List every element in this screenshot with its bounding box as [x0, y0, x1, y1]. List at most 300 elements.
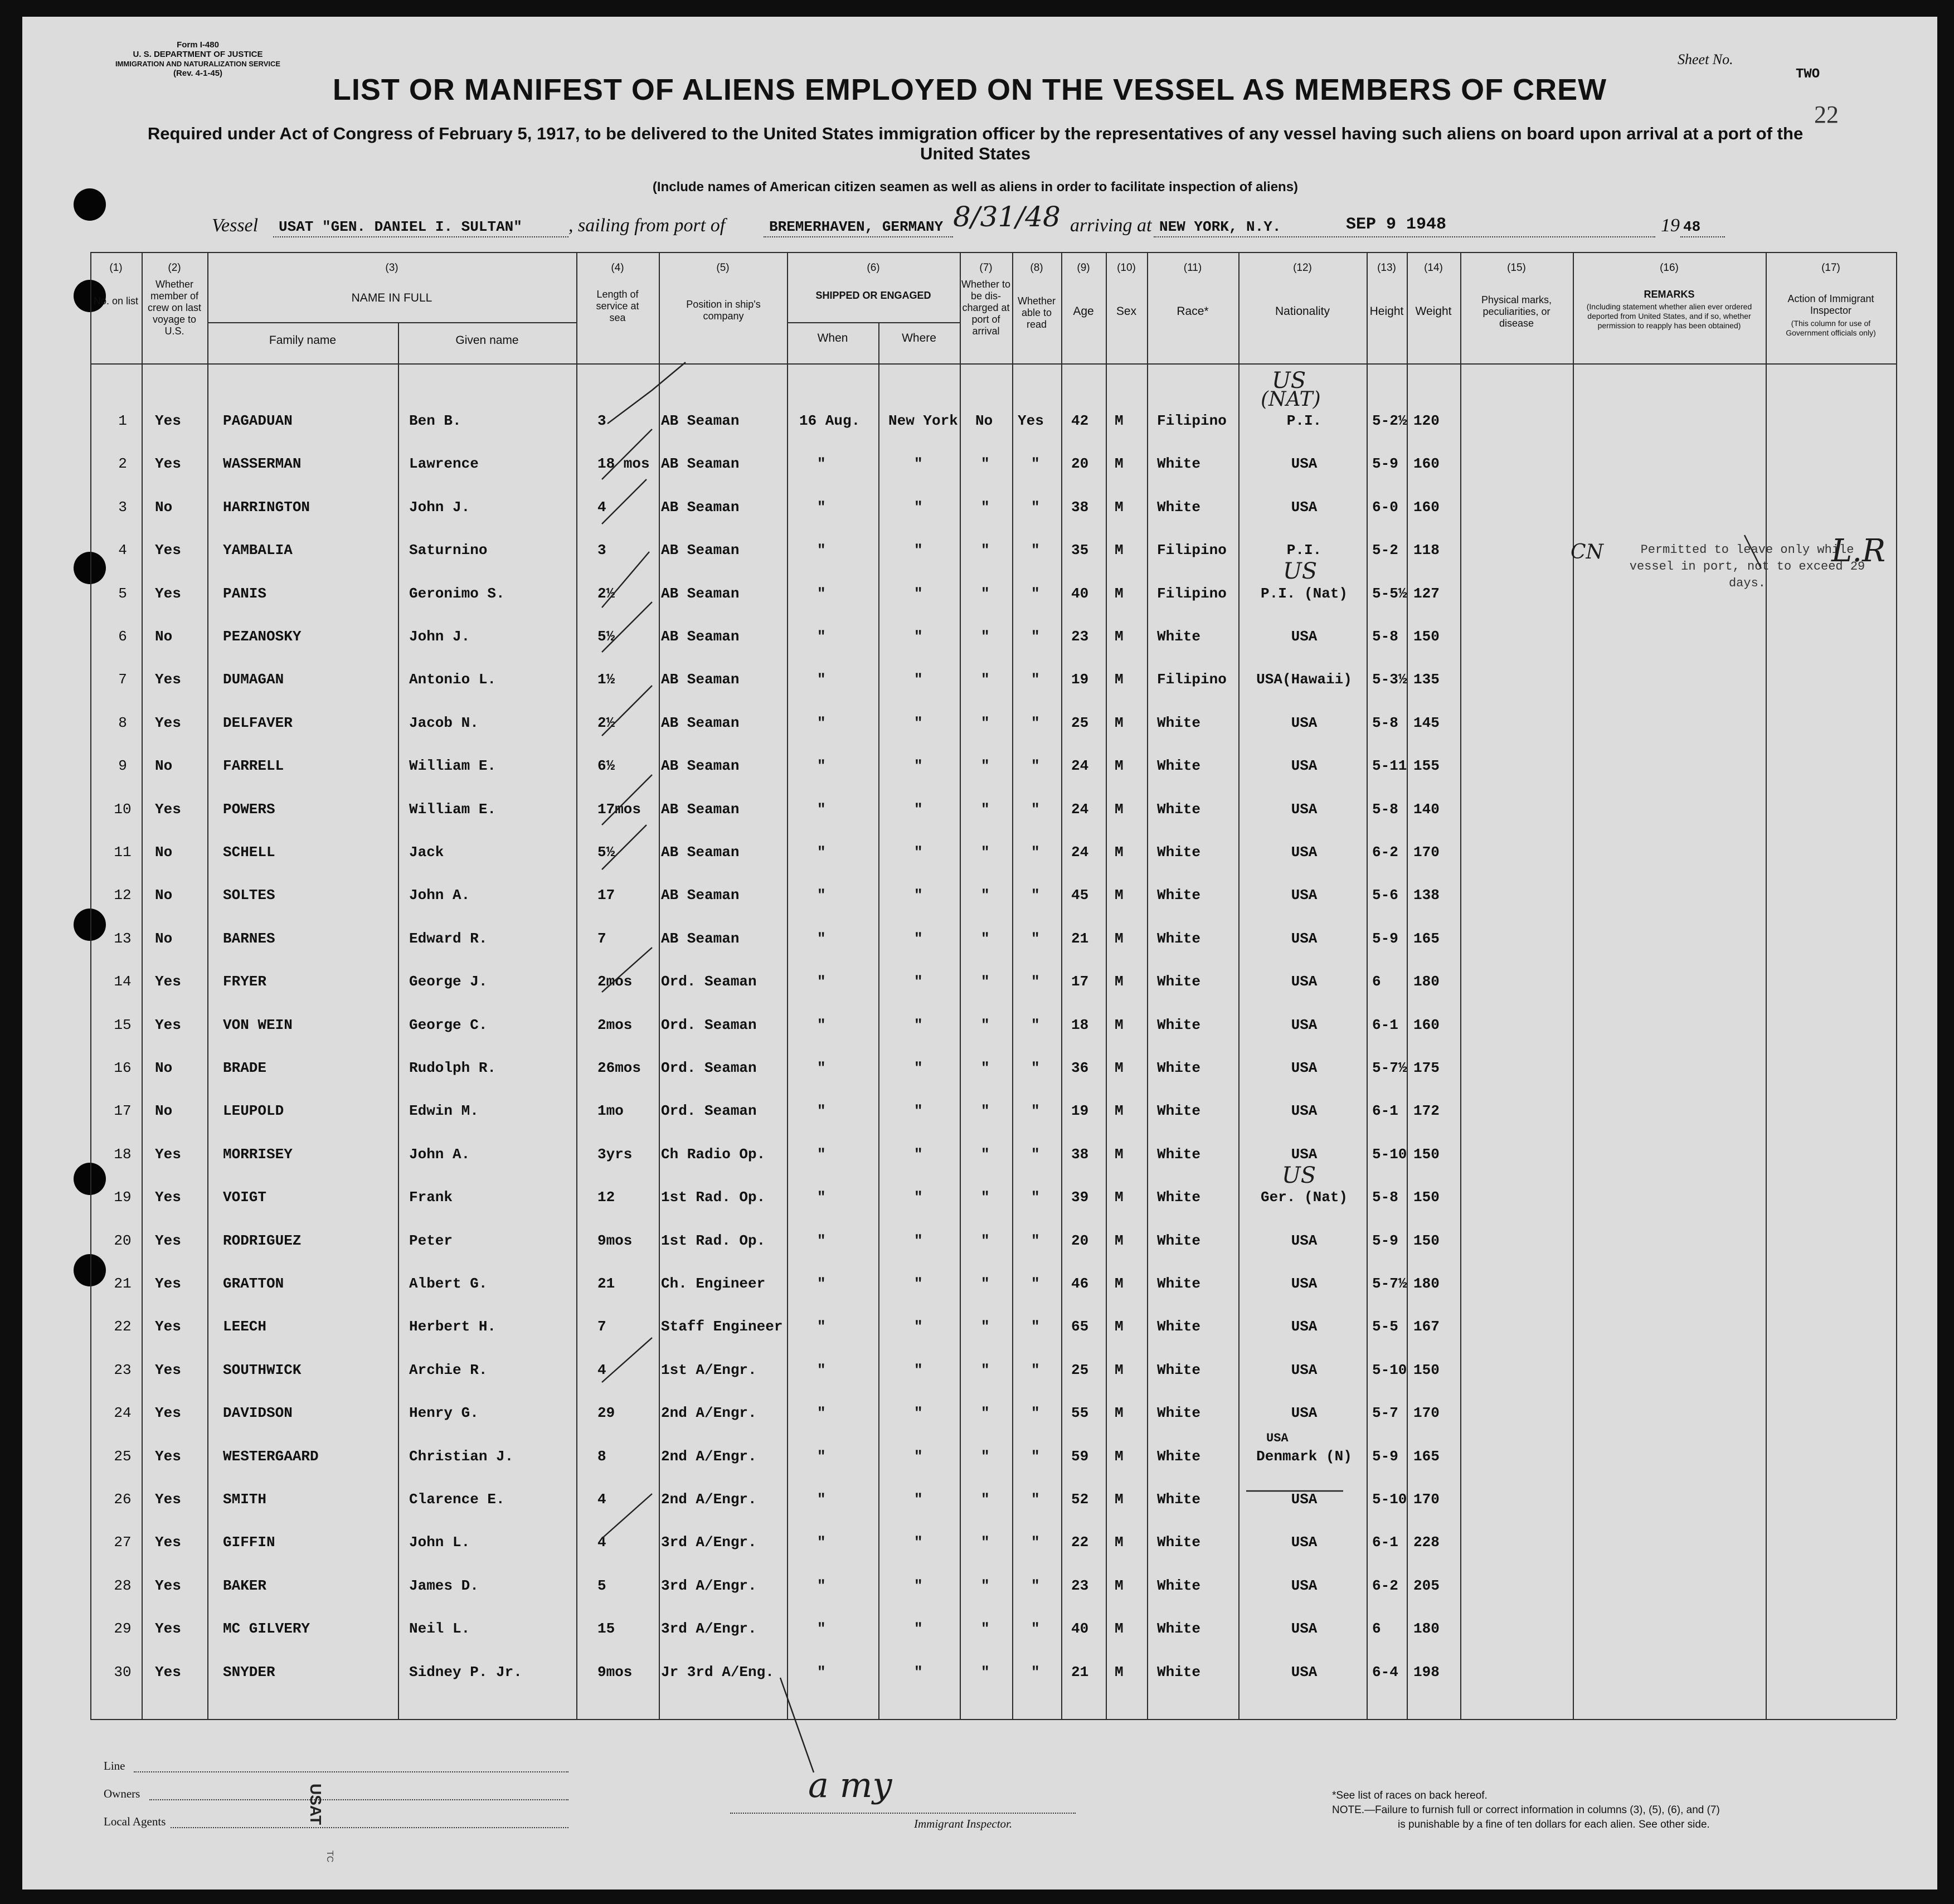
row-given-name: Peter: [409, 1232, 453, 1249]
header-service-at-sea: Length of service at sea: [596, 289, 639, 323]
row-service: 4: [597, 1362, 606, 1378]
year-prefix: 19: [1661, 215, 1680, 236]
row-shipped-when: ": [817, 499, 826, 516]
annotation-nat: (NAT): [1261, 388, 1321, 411]
row-weight: 145: [1413, 715, 1440, 731]
row-given-name: Edwin M.: [409, 1102, 479, 1119]
row-weight: 228: [1413, 1534, 1440, 1551]
row-sex: M: [1115, 1275, 1124, 1292]
row-weight: 180: [1413, 973, 1440, 990]
row-age: 19: [1071, 671, 1089, 688]
row-service: 3: [597, 412, 606, 429]
row-last-voyage: Yes: [155, 1491, 181, 1508]
row-shipped-when: ": [817, 628, 826, 645]
row-age: 24: [1071, 757, 1089, 774]
row-able-to-read: ": [1031, 715, 1040, 731]
row-nationality: USA: [1291, 1620, 1318, 1637]
row-weight: 127: [1413, 585, 1440, 602]
row-nationality: P.I.: [1286, 412, 1322, 429]
row-nationality: USA: [1291, 1017, 1318, 1033]
header-remarks-note: (Including statement whether alien ever ordered deported from United States, and if so, whether permission to reapply has been obtained): [1586, 302, 1752, 330]
dotted-rule: [730, 1813, 1076, 1814]
row-family-name: GIFFIN: [223, 1534, 275, 1551]
row-nationality: USA: [1291, 628, 1318, 645]
row-service: 7: [597, 1318, 606, 1335]
row-height: 5-7½: [1372, 1275, 1407, 1292]
inspector-signature: a my: [808, 1765, 892, 1805]
row-shipped-when: ": [817, 1534, 826, 1551]
row-height: 5-10: [1372, 1362, 1407, 1378]
row-race: White: [1157, 1405, 1201, 1421]
dotted-rule: [134, 1771, 568, 1772]
row-shipped-where: ": [914, 499, 923, 516]
row-family-name: HARRINGTON: [223, 499, 310, 516]
service: IMMIGRATION AND NATURALIZATION SERVICE: [115, 60, 281, 68]
row-service: 6½: [597, 757, 615, 774]
tick-mark: [602, 429, 652, 479]
row-weight: 205: [1413, 1577, 1440, 1594]
row-nationality: USA: [1291, 844, 1318, 861]
row-service: 8: [597, 1448, 606, 1465]
annotation-usa: USA: [1266, 1431, 1289, 1445]
row-discharged: ": [981, 1534, 990, 1551]
page-instruction: (Include names of American citizen seamen as well as aliens in order to facilitate inspection of aliens): [652, 179, 1299, 195]
row-given-name: Saturnino: [409, 542, 488, 558]
row-service: 5: [597, 1577, 606, 1594]
row-last-voyage: No: [155, 499, 173, 516]
row-number: 7: [118, 671, 127, 688]
row-race: White: [1157, 844, 1201, 861]
row-discharged: ": [981, 757, 990, 774]
row-service: 12: [597, 1189, 615, 1206]
row-discharged: ": [981, 1620, 990, 1637]
row-shipped-where: ": [914, 1189, 923, 1206]
row-given-name: John A.: [409, 1146, 470, 1163]
row-service: 3yrs: [597, 1146, 633, 1163]
row-service: 1mo: [597, 1102, 624, 1119]
row-discharged: ": [981, 628, 990, 645]
row-position: 2nd A/Engr.: [661, 1491, 757, 1508]
row-shipped-when: ": [817, 1189, 826, 1206]
row-race: White: [1157, 499, 1201, 516]
row-sex: M: [1115, 1620, 1124, 1637]
row-height: 5-5½: [1372, 585, 1407, 602]
header-action-note: (This column for use of Government officials only): [1786, 319, 1876, 337]
vessel-name: USAT "GEN. DANIEL I. SULTAN": [279, 218, 522, 235]
row-position: 1st Rad. Op.: [661, 1232, 766, 1249]
column-number: (15): [1507, 262, 1526, 274]
row-age: 20: [1071, 455, 1089, 472]
row-discharged: ": [981, 1189, 990, 1206]
row-family-name: VOIGT: [223, 1189, 267, 1206]
row-shipped-where: ": [914, 1275, 923, 1292]
row-nationality: USA: [1291, 801, 1318, 818]
row-position: Ch Radio Op.: [661, 1146, 766, 1163]
row-position: 1st Rad. Op.: [661, 1189, 766, 1206]
row-age: 19: [1071, 1102, 1089, 1119]
row-last-voyage: Yes: [155, 1275, 181, 1292]
row-given-name: Sidney P. Jr.: [409, 1664, 522, 1680]
row-shipped-where: New York: [888, 412, 958, 429]
row-race: Filipino: [1157, 585, 1227, 602]
tick-mark: [602, 1338, 652, 1382]
row-age: 52: [1071, 1491, 1089, 1508]
header-shipped-engaged: SHIPPED OR ENGAGED: [815, 290, 931, 301]
row-able-to-read: ": [1031, 1060, 1040, 1076]
row-family-name: SNYDER: [223, 1664, 275, 1680]
row-family-name: YAMBALIA: [223, 542, 293, 558]
column-number: (3): [385, 262, 398, 274]
row-sex: M: [1115, 671, 1124, 688]
row-able-to-read: ": [1031, 1664, 1040, 1680]
agent-stamp: USAT: [307, 1784, 324, 1825]
row-position: Ord. Seaman: [661, 1102, 757, 1119]
remark-text: Permitted to leave only while vessel in port, not to exceed 29 days.: [1629, 543, 1865, 590]
header-action: Action of Immigrant Inspector: [1787, 293, 1874, 316]
row-given-name: John J.: [409, 499, 470, 516]
row-discharged: ": [981, 1577, 990, 1594]
row-number: 21: [114, 1275, 132, 1292]
row-position: Staff Engineer: [661, 1318, 783, 1335]
row-sex: M: [1115, 1318, 1124, 1335]
row-given-name: George J.: [409, 973, 488, 990]
row-family-name: LEECH: [223, 1318, 267, 1335]
header-when: When: [817, 332, 848, 344]
line-label: Line: [104, 1759, 125, 1772]
row-race: White: [1157, 973, 1201, 990]
row-given-name: Lawrence: [409, 455, 479, 472]
row-shipped-when: ": [817, 1664, 826, 1680]
row-discharged: ": [981, 671, 990, 688]
row-last-voyage: Yes: [155, 801, 181, 818]
row-number: 8: [118, 715, 127, 731]
row-sex: M: [1115, 1577, 1124, 1594]
row-discharged: ": [981, 1275, 990, 1292]
form-number: Form I-480: [177, 40, 219, 50]
row-last-voyage: Yes: [155, 1577, 181, 1594]
row-given-name: Antonio L.: [409, 671, 497, 688]
column-number: (6): [867, 262, 880, 274]
row-shipped-where: ": [914, 542, 923, 558]
page-subtitle: Required under Act of Congress of February 5, 1917, to be delivered to the United States immigration officer by the representatives of any vessel having such aliens on board upon arrival at a port of the United States: [147, 124, 1804, 163]
arriving-label: arriving at: [1070, 215, 1152, 236]
row-age: 21: [1071, 930, 1089, 947]
row-shipped-where: ": [914, 671, 923, 688]
row-nationality: USA(Hawaii): [1256, 671, 1352, 688]
row-last-voyage: Yes: [155, 1448, 181, 1465]
handwritten-date: 8/31/48: [953, 201, 1061, 233]
row-weight: 118: [1413, 542, 1440, 558]
column-number: (4): [611, 262, 624, 274]
header-where: Where: [902, 332, 936, 344]
row-position: AB Seaman: [661, 844, 740, 861]
row-shipped-where: ": [914, 1620, 923, 1637]
row-race: White: [1157, 930, 1201, 947]
row-discharged: ": [981, 973, 990, 990]
row-weight: 160: [1413, 499, 1440, 516]
row-shipped-when: ": [817, 1102, 826, 1119]
row-given-name: John J.: [409, 628, 470, 645]
row-number: 30: [114, 1664, 132, 1680]
row-number: 23: [114, 1362, 132, 1378]
row-given-name: Jacob N.: [409, 715, 479, 731]
row-shipped-where: ": [914, 1577, 923, 1594]
remark-initials: CN: [1571, 541, 1604, 564]
row-last-voyage: Yes: [155, 585, 181, 602]
row-sex: M: [1115, 499, 1124, 516]
row-last-voyage: Yes: [155, 715, 181, 731]
row-height: 5-10: [1372, 1146, 1407, 1163]
row-given-name: Geronimo S.: [409, 585, 505, 602]
row-weight: 135: [1413, 671, 1440, 688]
row-race: White: [1157, 1664, 1201, 1680]
row-given-name: Clarence E.: [409, 1491, 505, 1508]
row-position: Ord. Seaman: [661, 1017, 757, 1033]
row-race: White: [1157, 1275, 1201, 1292]
row-nationality: USA: [1291, 1060, 1318, 1076]
row-discharged: ": [981, 1664, 990, 1680]
column-number: (13): [1377, 262, 1396, 274]
row-number: 18: [114, 1146, 132, 1163]
row-position: AB Seaman: [661, 585, 740, 602]
row-able-to-read: ": [1031, 1017, 1040, 1033]
row-race: White: [1157, 1318, 1201, 1335]
row-number: 20: [114, 1232, 132, 1249]
row-given-name: Herbert H.: [409, 1318, 497, 1335]
row-last-voyage: No: [155, 887, 173, 904]
row-shipped-when: ": [817, 1232, 826, 1249]
row-race: White: [1157, 1102, 1201, 1119]
row-able-to-read: ": [1031, 757, 1040, 774]
row-position: AB Seaman: [661, 887, 740, 904]
column-number: (10): [1117, 262, 1136, 274]
row-service: 18 mos: [597, 455, 650, 472]
column-number: (2): [168, 262, 181, 274]
row-height: 6-2: [1372, 844, 1398, 861]
row-height: 5-9: [1372, 455, 1398, 472]
row-family-name: DUMAGAN: [223, 671, 284, 688]
row-family-name: SCHELL: [223, 844, 275, 861]
row-position: 3rd A/Engr.: [661, 1534, 757, 1551]
row-given-name: Ben B.: [409, 412, 461, 429]
tick-mark: [602, 552, 649, 608]
row-weight: 165: [1413, 930, 1440, 947]
row-sex: M: [1115, 1102, 1124, 1119]
row-height: 5-11: [1372, 757, 1407, 774]
row-number: 27: [114, 1534, 132, 1551]
row-sex: M: [1115, 1534, 1124, 1551]
row-race: White: [1157, 757, 1201, 774]
row-shipped-where: ": [914, 455, 923, 472]
row-race: Filipino: [1157, 542, 1227, 558]
row-race: White: [1157, 1491, 1201, 1508]
row-height: 5-3½: [1372, 671, 1407, 688]
tick-mark: [602, 686, 652, 736]
row-last-voyage: Yes: [155, 671, 181, 688]
row-family-name: FARRELL: [223, 757, 284, 774]
row-position: 2nd A/Engr.: [661, 1448, 757, 1465]
row-last-voyage: No: [155, 930, 173, 947]
row-height: 5-9: [1372, 1232, 1398, 1249]
tick-mark: [607, 362, 686, 424]
row-position: AB Seaman: [661, 628, 740, 645]
row-number: 2: [118, 455, 127, 472]
row-position: 3rd A/Engr.: [661, 1620, 757, 1637]
row-shipped-when: ": [817, 1577, 826, 1594]
row-position: Ord. Seaman: [661, 1060, 757, 1076]
row-able-to-read: ": [1031, 844, 1040, 861]
row-able-to-read: ": [1031, 930, 1040, 947]
row-family-name: SOUTHWICK: [223, 1362, 302, 1378]
row-sex: M: [1115, 1448, 1124, 1465]
row-number: 25: [114, 1448, 132, 1465]
row-shipped-when: ": [817, 930, 826, 947]
row-height: 6-0: [1372, 499, 1398, 516]
row-family-name: DAVIDSON: [223, 1405, 293, 1421]
row-nationality: USA: [1291, 930, 1318, 947]
row-height: 5-5: [1372, 1318, 1398, 1335]
row-age: 46: [1071, 1275, 1089, 1292]
row-number: 14: [114, 973, 132, 990]
row-age: 65: [1071, 1318, 1089, 1335]
row-age: 20: [1071, 1232, 1089, 1249]
row-sex: M: [1115, 1664, 1124, 1680]
row-able-to-read: ": [1031, 887, 1040, 904]
row-able-to-read: ": [1031, 1318, 1040, 1335]
row-discharged: ": [981, 1017, 990, 1033]
arrival-port: NEW YORK, N.Y.: [1159, 218, 1281, 235]
revision: (Rev. 4-1-45): [173, 69, 223, 78]
row-nationality: USA: [1291, 1102, 1318, 1119]
row-shipped-when: ": [817, 973, 826, 990]
row-able-to-read: Yes: [1018, 412, 1044, 429]
row-weight: 175: [1413, 1060, 1440, 1076]
row-able-to-read: ": [1031, 1189, 1040, 1206]
row-age: 24: [1071, 844, 1089, 861]
row-service: 17: [597, 887, 615, 904]
header-sex: Sex: [1116, 305, 1137, 318]
row-height: 6-1: [1372, 1102, 1398, 1119]
row-shipped-when: ": [817, 1491, 826, 1508]
row-weight: 180: [1413, 1620, 1440, 1637]
row-sex: M: [1115, 1405, 1124, 1421]
row-weight: 150: [1413, 1362, 1440, 1378]
row-number: 9: [118, 757, 127, 774]
row-weight: 155: [1413, 757, 1440, 774]
page-title: LIST OR MANIFEST OF ALIENS EMPLOYED ON THE VESSEL AS MEMBERS OF CREW: [332, 73, 1607, 106]
header-position: Position in ship's company: [686, 299, 761, 322]
row-age: 45: [1071, 887, 1089, 904]
row-shipped-where: ": [914, 715, 923, 731]
row-service: 9mos: [597, 1232, 633, 1249]
row-able-to-read: ": [1031, 1620, 1040, 1637]
row-discharged: ": [981, 1362, 990, 1378]
row-able-to-read: ": [1031, 1232, 1040, 1249]
row-able-to-read: ": [1031, 455, 1040, 472]
row-family-name: POWERS: [223, 801, 275, 818]
row-discharged: ": [981, 455, 990, 472]
row-age: 38: [1071, 1146, 1089, 1163]
row-shipped-when: ": [817, 585, 826, 602]
row-sex: M: [1115, 973, 1124, 990]
row-family-name: LEUPOLD: [223, 1102, 284, 1119]
row-shipped-when: ": [817, 455, 826, 472]
row-weight: 150: [1413, 628, 1440, 645]
row-position: AB Seaman: [661, 930, 740, 947]
row-able-to-read: ": [1031, 1275, 1040, 1292]
row-given-name: John L.: [409, 1534, 470, 1551]
row-family-name: FRYER: [223, 973, 267, 990]
row-number: 29: [114, 1620, 132, 1637]
row-nationality: USA: [1291, 973, 1318, 990]
row-shipped-when: ": [817, 1275, 826, 1292]
row-shipped-where: ": [914, 628, 923, 645]
row-shipped-when: ": [817, 542, 826, 558]
annotation-us: US: [1283, 558, 1318, 584]
header-race: Race*: [1177, 305, 1209, 318]
row-last-voyage: Yes: [155, 1017, 181, 1033]
row-discharged: ": [981, 1146, 990, 1163]
row-nationality: USA: [1291, 1146, 1318, 1163]
row-shipped-where: ": [914, 1318, 923, 1335]
row-discharged: ": [981, 1405, 990, 1421]
row-shipped-where: ": [914, 757, 923, 774]
row-sex: M: [1115, 1362, 1124, 1378]
row-weight: 170: [1413, 1405, 1440, 1421]
row-sex: M: [1115, 1189, 1124, 1206]
row-family-name: BRADE: [223, 1060, 267, 1076]
row-height: 5-2½: [1372, 412, 1407, 429]
row-last-voyage: No: [155, 757, 173, 774]
row-sex: M: [1115, 585, 1124, 602]
row-age: 22: [1071, 1534, 1089, 1551]
row-able-to-read: ": [1031, 542, 1040, 558]
header-no-on-list: No. on list: [93, 295, 139, 307]
row-discharged: ": [981, 585, 990, 602]
row-height: 5-8: [1372, 715, 1398, 731]
row-age: 40: [1071, 1620, 1089, 1637]
page-number: 22: [1814, 101, 1839, 128]
row-shipped-when: ": [817, 715, 826, 731]
row-last-voyage: No: [155, 628, 173, 645]
row-discharged: ": [981, 887, 990, 904]
row-discharged: ": [981, 542, 990, 558]
row-service: 2mos: [597, 973, 633, 990]
row-position: AB Seaman: [661, 801, 740, 818]
row-race: White: [1157, 628, 1201, 645]
tick-mark: [602, 775, 652, 825]
row-number: 12: [114, 887, 132, 904]
row-discharged: ": [981, 844, 990, 861]
row-last-voyage: Yes: [155, 973, 181, 990]
row-able-to-read: ": [1031, 1491, 1040, 1508]
row-nationality: USA: [1291, 887, 1318, 904]
row-number: 15: [114, 1017, 132, 1033]
row-discharged: ": [981, 1102, 990, 1119]
row-shipped-where: ": [914, 1448, 923, 1465]
row-position: 1st A/Engr.: [661, 1362, 757, 1378]
row-number: 26: [114, 1491, 132, 1508]
footnote-penalty: NOTE.—Failure to furnish full or correct information in columns (3), (5), (6), and (7): [1332, 1804, 1720, 1816]
row-number: 22: [114, 1318, 132, 1335]
header-weight: Weight: [1415, 305, 1452, 318]
row-last-voyage: Yes: [155, 1189, 181, 1206]
row-able-to-read: ": [1031, 1102, 1040, 1119]
row-family-name: WESTERGAARD: [223, 1448, 319, 1465]
row-age: 35: [1071, 542, 1089, 558]
row-service: 3: [597, 542, 606, 558]
row-family-name: DELFAVER: [223, 715, 293, 731]
